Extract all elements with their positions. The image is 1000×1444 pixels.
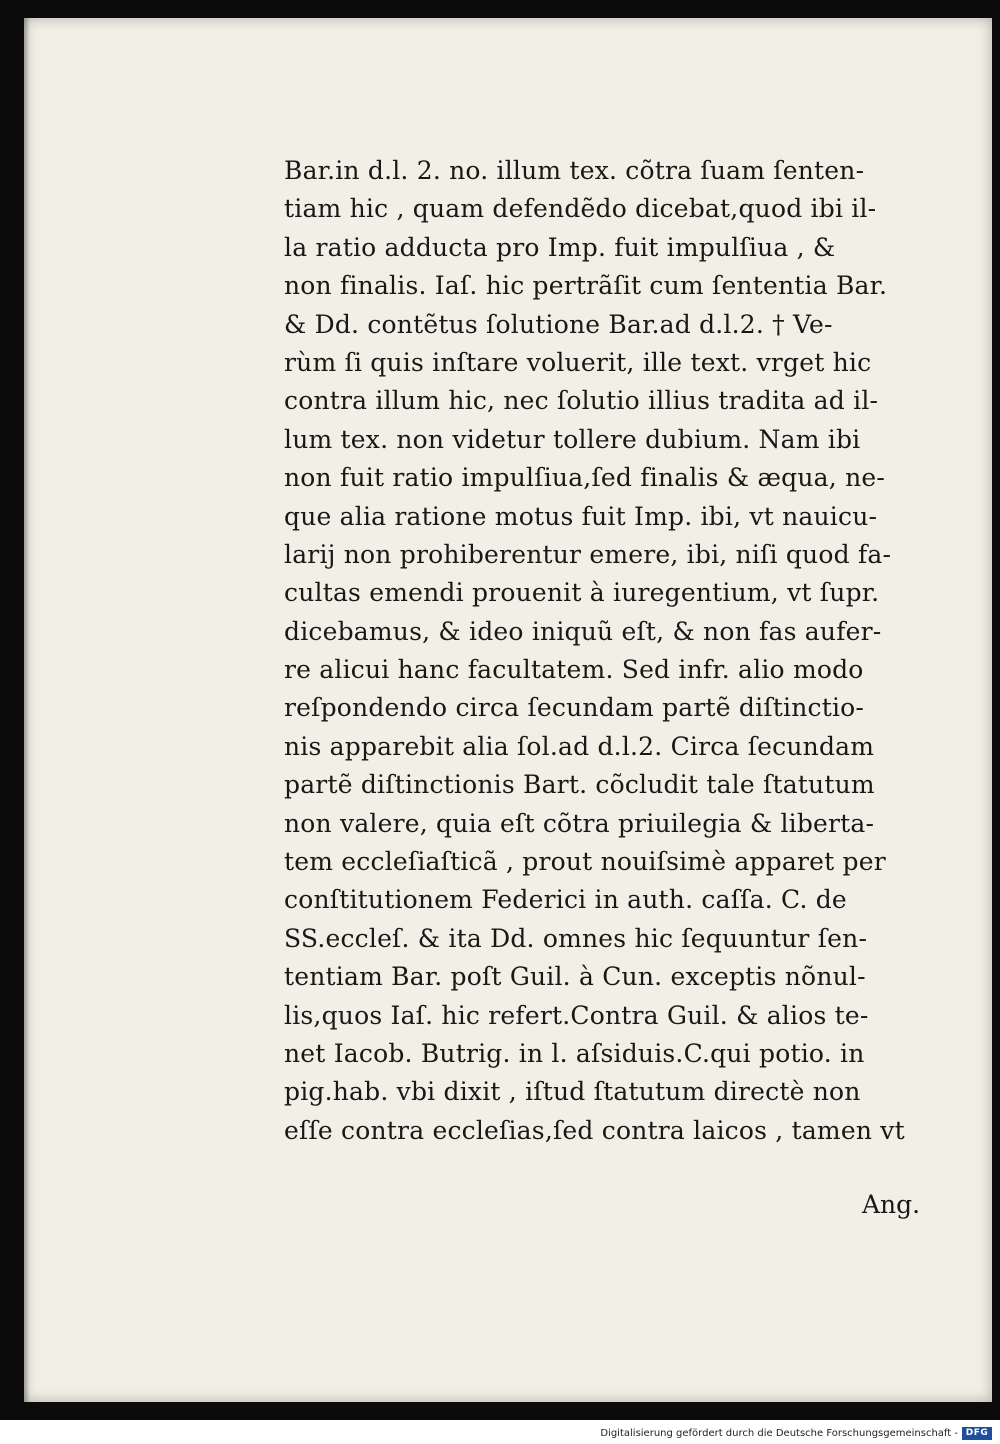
text-line-11: larij non prohiberentur emere, ibi, niſi quod fa- bbox=[284, 539, 892, 569]
text-line-4: non finalis. Iaſ. hic pertrãſit cum ſententia Bar. bbox=[284, 271, 888, 301]
text-line-14: re alicui hanc facultatem. Sed infr. alio modo bbox=[284, 655, 864, 685]
text-line-7: contra illum hic, nec ſolutio illius tradita ad il- bbox=[284, 386, 879, 416]
text-line-12: cultas emendi prouenit à iuregentium, vt ſupr. bbox=[284, 578, 880, 608]
text-line-15: reſpondendo circa ſecundam partẽ diſtinctio- bbox=[284, 693, 865, 723]
text-line-22: tentiam Bar. poſt Guil. à Cun. exceptis nõnul- bbox=[284, 962, 866, 992]
text-line-17: partẽ diſtinctionis Bart. cõcludit tale ſtatutum bbox=[284, 770, 875, 800]
text-line-3: la ratio adducta pro Imp. fuit impulſiua , & bbox=[284, 232, 836, 262]
text-line-26: eſſe contra eccleſias,ſed contra laicos , tamen vt bbox=[284, 1115, 905, 1145]
text-line-23: lis,quos Iaſ. hic refert.Contra Guil. & alios te- bbox=[284, 1000, 869, 1030]
text-line-9: non fuit ratio impulſiua,ſed finalis & æqua, ne- bbox=[284, 463, 886, 493]
text-line-5: & Dd. contẽtus ſolutione Bar.ad d.l.2. † Ve- bbox=[284, 309, 833, 339]
text-line-18: non valere, quia eſt cõtra priuilegia & liberta- bbox=[284, 808, 875, 838]
text-line-2: tiam hic , quam defendẽdo dicebat,quod ibi il- bbox=[284, 194, 877, 224]
text-line-20: conſtitutionem Federici in auth. caſſa. C. de bbox=[284, 885, 847, 915]
text-line-24: net Iacob. Butrig. in l. aſsiduis.C.qui potio. in bbox=[284, 1038, 865, 1068]
funding-credit: Digitalisierung gefördert durch die Deutsche Forschungsgemeinschaft - bbox=[600, 1428, 958, 1439]
text-line-8: lum tex. non videtur tollere dubium. Nam ibi bbox=[284, 424, 861, 454]
body-text bbox=[284, 152, 954, 1150]
text-line-16: nis apparebit alia ſol.ad d.l.2. Circa ſecundam bbox=[284, 731, 875, 761]
text-line-13: dicebamus, & ideo iniquũ eſt, & non fas aufer- bbox=[284, 616, 882, 646]
text-line-1: Bar.in d.l. 2. no. illum tex. cõtra ſuam ſenten- bbox=[284, 156, 865, 185]
text-line-19: tem eccleſiaſticã , prout nouiſsimè apparet per bbox=[284, 847, 886, 877]
text-line-25: pig.hab. vbi dixit , iſtud ſtatutum directè non bbox=[284, 1077, 861, 1107]
text-line-21: SS.eccleſ. & ita Dd. omnes hic ſequuntur ſen- bbox=[284, 923, 868, 953]
dfg-logo-icon: DFG bbox=[962, 1427, 992, 1440]
text-line-6: rùm ſi quis inſtare voluerit, ille text. vrget hic bbox=[284, 347, 872, 377]
page-gutter-shadow bbox=[24, 18, 30, 1402]
catchword: Ang. bbox=[862, 1190, 921, 1219]
text-line-10: que alia ratione motus fuit Imp. ibi, vt nauicu- bbox=[284, 501, 878, 531]
